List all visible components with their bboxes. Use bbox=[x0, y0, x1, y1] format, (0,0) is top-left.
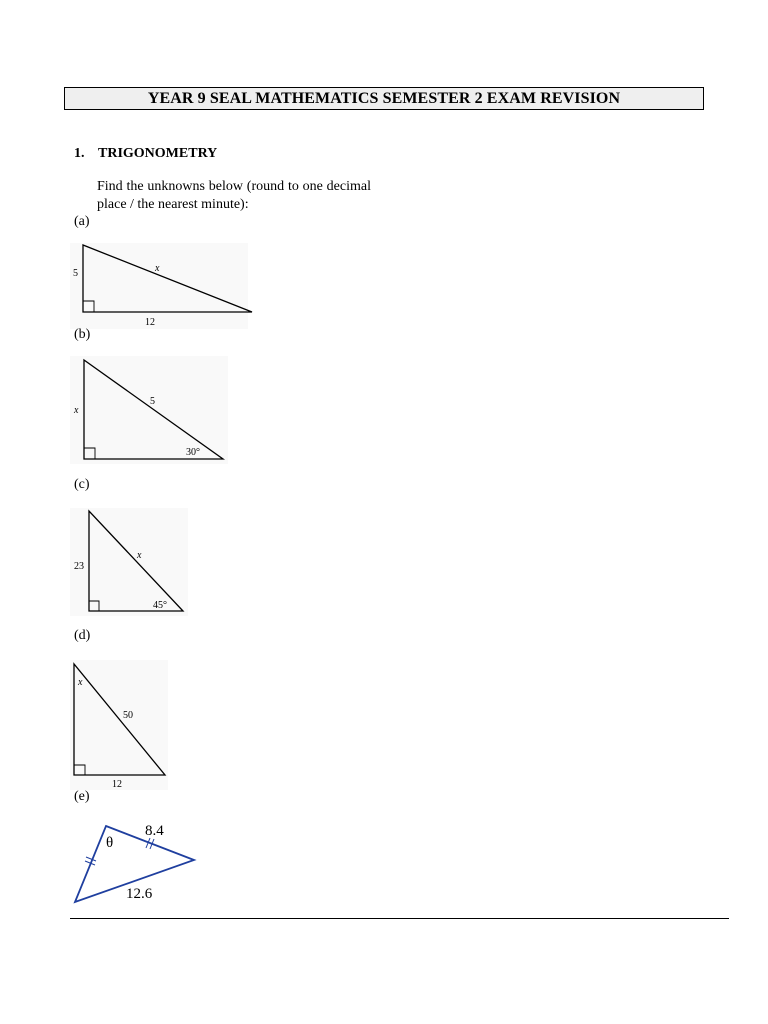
problem-c-label: (c) bbox=[74, 477, 90, 492]
page-title: YEAR 9 SEAL MATHEMATICS SEMESTER 2 EXAM REVISION bbox=[147, 90, 621, 107]
side-label-b-vertical: x bbox=[74, 405, 79, 416]
side-label-a-base: 12 bbox=[145, 317, 155, 328]
problem-a-label: (a) bbox=[74, 214, 90, 229]
side-label-d-base: 12 bbox=[112, 779, 122, 790]
section-title: TRIGONOMETRY bbox=[98, 146, 218, 161]
side-label-e-bottom: 12.6 bbox=[126, 886, 153, 902]
angle-label-d: x bbox=[78, 677, 83, 688]
side-label-b-hypotenuse: 5 bbox=[150, 396, 155, 407]
footer-divider bbox=[70, 918, 729, 919]
side-label-a-vertical: 5 bbox=[73, 268, 78, 279]
problem-b-label: (b) bbox=[74, 327, 91, 342]
side-label-d-hypotenuse: 50 bbox=[123, 710, 133, 721]
problem-d-label: (d) bbox=[74, 628, 91, 643]
side-label-e-top: 8.4 bbox=[145, 823, 164, 839]
section-number: 1. bbox=[74, 146, 85, 161]
angle-label-c: 45° bbox=[153, 600, 167, 611]
side-label-a-hypotenuse: x bbox=[155, 263, 160, 274]
instructions-text: Find the unknowns below (round to one decimal place / the nearest minute): bbox=[97, 179, 371, 212]
problem-e-label: (e) bbox=[74, 789, 90, 804]
side-label-c-hypotenuse: x bbox=[137, 550, 142, 561]
angle-label-b: 30° bbox=[186, 447, 200, 458]
angle-label-e: θ bbox=[106, 835, 114, 851]
side-label-c-vertical: 23 bbox=[74, 561, 84, 572]
